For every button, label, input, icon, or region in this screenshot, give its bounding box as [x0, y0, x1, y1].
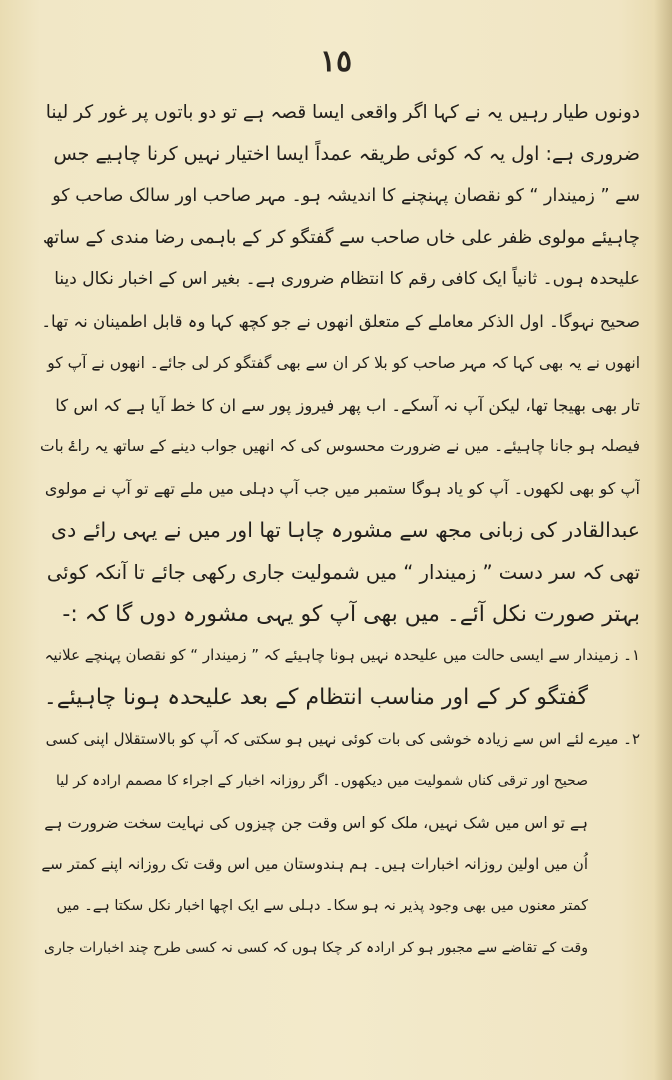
list-item-1-continuation: گفتگو کر کے اور مناسب انتظام کے بعد علیحدہ ہونا چاہیئے۔	[43, 685, 588, 711]
list-item-2-continuation: ہے تو اس میں شک نہیں، ملک کو اس وقت جن چیزوں کی نہایت سخت ضرورت ہے	[44, 813, 588, 832]
list-item-2-continuation: وقت کے تقاضے سے مجبور ہو کر ارادہ کر چکا ہوں کہ کسی نہ کسی طرح چند اخبارات جاری	[43, 939, 588, 956]
text-line: تھی کہ سر دست ” زمیندار “ میں شمولیت جاری رکھی جائے تا آنکہ کوئی	[46, 560, 640, 584]
text-line: تار بھی بھیجا تھا، لیکن آپ نہ آسکے۔ اب پھر فیروز پور سے ان کا خط آیا ہے کہ اس کا	[55, 395, 640, 415]
list-item-1-line: ١۔ زمیندار سے ایسی حالت میں علیحدہ نہیں ہونا چاہیئے کہ ” زمیندار “ کو نقصان پہنچے علانیہ	[44, 646, 640, 665]
page-number: ١٥	[319, 44, 353, 79]
text-line: بہتر صورت نکل آئے۔ میں بھی آپ کو یہی مشورہ دوں گا کہ :-	[62, 601, 640, 627]
list-item-2-continuation: کمتر معنوں میں بھی وجود پذیر نہ ہو سکا۔ دہلی سے ایک اچھا اخبار نکل سکتا ہے۔ میں	[56, 898, 588, 915]
text-line: سے ” زمیندار “ کو نقصان پہنچنے کا اندیشہ ہو۔ مہر صاحب اور سالک صاحب کو	[52, 185, 640, 206]
body-text	[40, 92, 640, 970]
page-edge-shadow	[654, 0, 672, 1080]
text-line: فیصلہ ہو جانا چاہیئے۔ میں نے ضرورت محسوس کی کہ انھیں جواب دینے کے ساتھ یہ راۓ بات	[40, 437, 640, 456]
text-line: ضروری ہے: اول یہ کہ کوئی طریقہ عمداً ایسا اختیار نہیں کرنا چاہیے جس	[53, 142, 640, 165]
list-item-2-line: ٢۔ میرے لئے اس سے زیادہ خوشی کی بات کوئی نہیں ہو سکتی کہ آپ کو بالاستقلال اپنی کسی	[45, 729, 640, 748]
text-line: دونوں طیار رہیں یہ نے کہا اگر واقعی ایسا قصہ ہے تو دو باتوں پر غور کر لینا	[45, 102, 640, 123]
list-item-2-continuation: صحیح اور ترقی کناں شمولیت میں دیکھوں۔ اگر روزانہ اخبار کے اجراء کا مصمم ارادہ کر لیا	[56, 772, 588, 789]
text-line: انھوں نے یہ بھی کہا کہ مہر صاحب کو بلا کر ان سے بھی گفتگو کر لی جائے۔ انھوں نے آپ کو	[47, 353, 640, 372]
text-line: عبدالقادر کی زبانی مجھ سے مشورہ چاہا تھا اور میں نے یہی رائے دی	[51, 517, 640, 542]
list-item-2-continuation: اُن میں اولین روزانہ اخبارات ہیں۔ ہم ہندوستان میں اس وقت تک روزانہ اپنے کمتر سے	[41, 855, 588, 874]
text-line: آپ کو بھی لکھوں۔ آپ کو یاد ہوگا ستمبر میں جب آپ دہلی میں ملے تھے تو آپ نے مولوی	[44, 479, 640, 499]
text-line: چاہیئے مولوی ظفر علی خاں صاحب سے گفتگو کر کے باہمی رضا مندی کے ساتھ	[42, 227, 640, 249]
text-line: علیحدہ ہوں۔ ثانیاً ایک کافی رقم کا انتظام ضروری ہے۔ بغیر اس کے اخبار نکال دینا	[54, 269, 640, 290]
text-line: صحیح نہوگا۔ اول الذکر معاملے کے متعلق انھوں نے جو کچھ کہا وہ قابل اطمینان نہ تھا۔	[41, 311, 640, 331]
